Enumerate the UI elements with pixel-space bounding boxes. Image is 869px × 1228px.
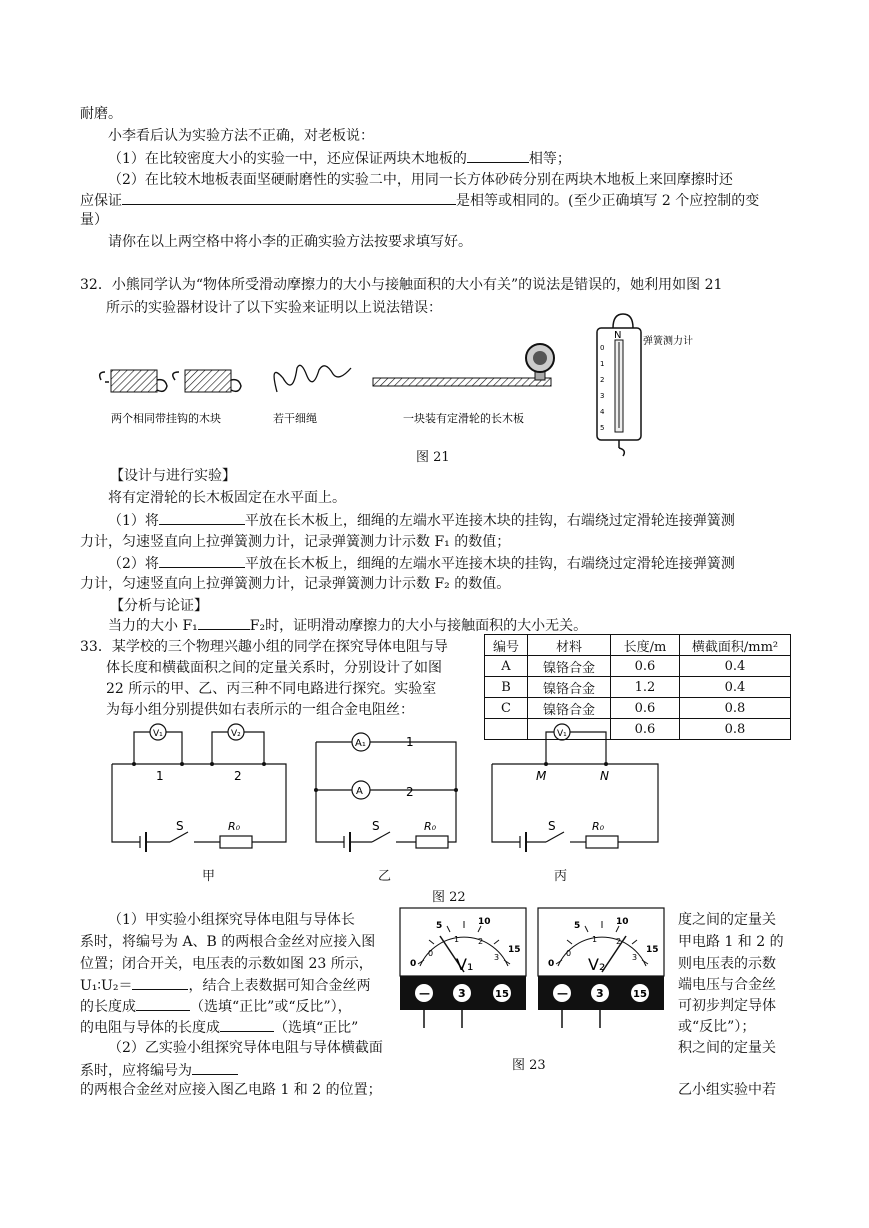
svg-text:A: A [356, 786, 363, 797]
svg-text:V₂: V₂ [231, 729, 241, 739]
table-row: 0.6 0.8 [485, 719, 791, 740]
svg-text:4: 4 [600, 408, 605, 416]
text-line: 的两根合金丝对应接入图乙电路 1 和 2 的位置； [80, 1082, 382, 1098]
answer-blank [159, 510, 245, 525]
svg-text:2: 2 [478, 937, 484, 946]
svg-text:S: S [372, 819, 380, 833]
text-line: 力计，匀速竖直向上拉弹簧测力计，记录弹簧测力计示数 F₁ 的数值； [80, 534, 511, 550]
figure-21-caption: 图 21 [416, 450, 450, 465]
text-line: 小李看后认为实验方法不正确，对老板说： [108, 128, 374, 144]
svg-text:V₁: V₁ [153, 729, 163, 739]
svg-text:R₀: R₀ [592, 820, 605, 833]
text-line: 系时，将编号为 A、B 的两根合金丝对应接入图 [80, 934, 376, 950]
text-line: （1）甲实验小组探究导体电阻与导体长 [108, 912, 355, 928]
figure-23-caption: 图 23 [512, 1058, 546, 1073]
svg-text:A₁: A₁ [355, 738, 366, 749]
svg-text:0: 0 [600, 344, 605, 352]
section-heading: 【分析与论证】 [110, 598, 208, 614]
svg-text:0: 0 [428, 949, 434, 958]
answer-blank [220, 1017, 274, 1032]
figure-23-voltmeters [398, 906, 668, 1046]
text-line: 当力的大小 F₁ F₂时，证明滑动摩擦力的大小与接触面积的大小无关。 [108, 615, 587, 636]
svg-text:R₀: R₀ [424, 820, 437, 833]
svg-text:0: 0 [548, 959, 555, 969]
svg-text:1: 1 [592, 935, 598, 944]
svg-text:N: N [614, 330, 622, 341]
text-line: 位置；闭合开关，电压表的示数如图 23 所示， [80, 956, 373, 972]
section-heading: 【设计与进行实验】 [110, 468, 236, 484]
rope-icon [274, 365, 351, 392]
text-line: 量） [80, 212, 108, 228]
svg-text:S: S [548, 819, 556, 833]
text-line: 耐磨。 [80, 106, 122, 122]
figure-21 [95, 310, 693, 460]
voltmeter-1-icon [400, 908, 526, 1028]
text-line: 系时，应将编号为 [80, 1060, 238, 1081]
question-33-line: 为每小组分别提供如右表所示的一组合金电阻丝： [106, 702, 414, 718]
svg-text:V₁: V₁ [456, 955, 474, 974]
board-label: 一块装有定滑轮的长木板 [403, 412, 524, 425]
svg-text:—: — [419, 987, 430, 1000]
svg-text:S: S [176, 819, 184, 833]
text-line: （1）将 平放在长木板上，细绳的左端水平连接木块的挂钩，右端绕过定滑轮连接弹簧测 [108, 510, 735, 531]
svg-text:—: — [557, 987, 568, 1000]
text-line: 的长度成 （选填“正比”或“反比”）， [80, 996, 352, 1017]
svg-text:1: 1 [600, 360, 605, 368]
svg-text:R₀: R₀ [228, 820, 241, 833]
svg-text:V₁: V₁ [557, 729, 567, 739]
text-line: （2）将 平放在长木板上，细绳的左端水平连接木块的挂钩，右端绕过定滑轮连接弹簧测 [108, 553, 735, 574]
svg-text:3: 3 [458, 987, 466, 1000]
circuit-jia-label: 甲 [202, 869, 216, 884]
text-line: 甲电路 1 和 2 的 [678, 934, 784, 950]
figure-22-circuits [100, 712, 480, 872]
figure-22-circuit-bing [488, 712, 688, 872]
text-line: 力计，匀速竖直向上拉弹簧测力计，记录弹簧测力计示数 F₂ 的数值。 [80, 576, 511, 592]
question-32-line: 所示的实验器材设计了以下实验来证明以上说法错误： [106, 300, 442, 316]
answer-blank [198, 615, 250, 630]
table-header-row: 编号 材料 长度/m 横截面积/mm² [485, 635, 791, 656]
answer-blank [467, 148, 529, 163]
text-line: 端电压与合金丝 [678, 977, 776, 993]
text-line: （2）在比较木地板表面坚硬耐磨性的实验二中，用同一长方体砂砖分别在两块木地板上来回摩擦时还 [108, 172, 733, 188]
text-line: 将有定滑轮的长木板固定在水平面上。 [108, 490, 346, 506]
text-line: 或“反比”）； [678, 1019, 756, 1035]
text-line: 请你在以上两空格中将小李的正确实验方法按要求填写好。 [108, 234, 472, 250]
text-line: 则电压表的示数 [678, 956, 776, 972]
svg-text:2: 2 [616, 937, 622, 946]
text-line: 的电阻与导体的长度成 （选填“正比” [80, 1017, 358, 1038]
text-line: （1）在比较密度大小的实验一中，还应保证两块木地板的 相等； [108, 148, 571, 169]
answer-blank [122, 190, 456, 205]
circuit-yi-label: 乙 [378, 869, 392, 884]
voltmeter-2-icon [538, 908, 664, 1028]
text-line: （2）乙实验小组探究导体电阻与导体横截面 [108, 1040, 383, 1056]
svg-text:3: 3 [596, 987, 604, 1000]
spring-scale-label: 弹簧测力计 [643, 336, 693, 347]
svg-text:V₂: V₂ [588, 955, 606, 974]
svg-text:1: 1 [454, 935, 460, 944]
svg-text:N: N [600, 769, 609, 783]
svg-text:1: 1 [156, 769, 164, 783]
svg-text:15: 15 [495, 989, 509, 1000]
text-line: 度之间的定量关 [678, 912, 776, 928]
svg-text:5: 5 [574, 921, 581, 931]
text-line: 乙小组实验中若 [678, 1082, 776, 1098]
question-32-line: 32．小熊同学认为“物体所受滑动摩擦力的大小与接触面积的大小有关”的说法是错误的，她利用如图 21 [80, 277, 723, 293]
svg-text:3: 3 [632, 953, 638, 962]
answer-blank [192, 1060, 238, 1075]
text-line: 应保证 是相等或相同的。(至少正确填写 2 个应控制的变 [80, 190, 759, 211]
spring-scale-icon [597, 314, 641, 456]
svg-text:M: M [536, 769, 547, 783]
circuit-bing-label: 丙 [554, 869, 568, 884]
answer-blank [132, 975, 188, 990]
table-row: A 镍铬合金 0.6 0.4 [485, 656, 791, 677]
svg-text:10: 10 [616, 917, 629, 927]
blocks-label: 两个相同带挂钩的木块 [111, 412, 221, 425]
question-33-line: 22 所示的甲、乙、丙三种不同电路进行探究。实验室 [106, 681, 437, 697]
svg-text:1: 1 [406, 735, 414, 749]
svg-text:3: 3 [494, 953, 500, 962]
long-board-icon [373, 344, 554, 386]
svg-text:0: 0 [566, 949, 572, 958]
svg-text:5: 5 [600, 424, 605, 432]
svg-text:15: 15 [633, 989, 647, 1000]
answer-blank [136, 996, 190, 1011]
rope-label: 若干细绳 [273, 412, 317, 425]
svg-text:3: 3 [600, 392, 605, 400]
text-line: U₁∶U₂＝ ，结合上表数据可知合金丝两 [80, 975, 370, 996]
question-33-line: 33．某学校的三个物理兴趣小组的同学在探究导体电阻与导 [80, 639, 448, 655]
svg-text:15: 15 [508, 945, 521, 955]
wood-blocks-icon [100, 370, 241, 392]
text-line: 积之间的定量关 [678, 1040, 776, 1056]
question-33-line: 体长度和横截面积之间的定量关系时，分别设计了如图 [106, 660, 442, 676]
svg-text:10: 10 [478, 917, 491, 927]
figure-22-caption: 图 22 [432, 890, 466, 905]
svg-text:15: 15 [646, 945, 659, 955]
svg-text:2: 2 [600, 376, 605, 384]
svg-text:2: 2 [234, 769, 242, 783]
text-line: 可初步判定导体 [678, 998, 776, 1014]
svg-text:0: 0 [410, 959, 417, 969]
svg-text:5: 5 [436, 921, 443, 931]
svg-text:2: 2 [406, 785, 414, 799]
table-row: C 镍铬合金 0.6 0.8 [485, 698, 791, 719]
table-row: B 镍铬合金 1.2 0.4 [485, 677, 791, 698]
answer-blank [159, 553, 245, 568]
